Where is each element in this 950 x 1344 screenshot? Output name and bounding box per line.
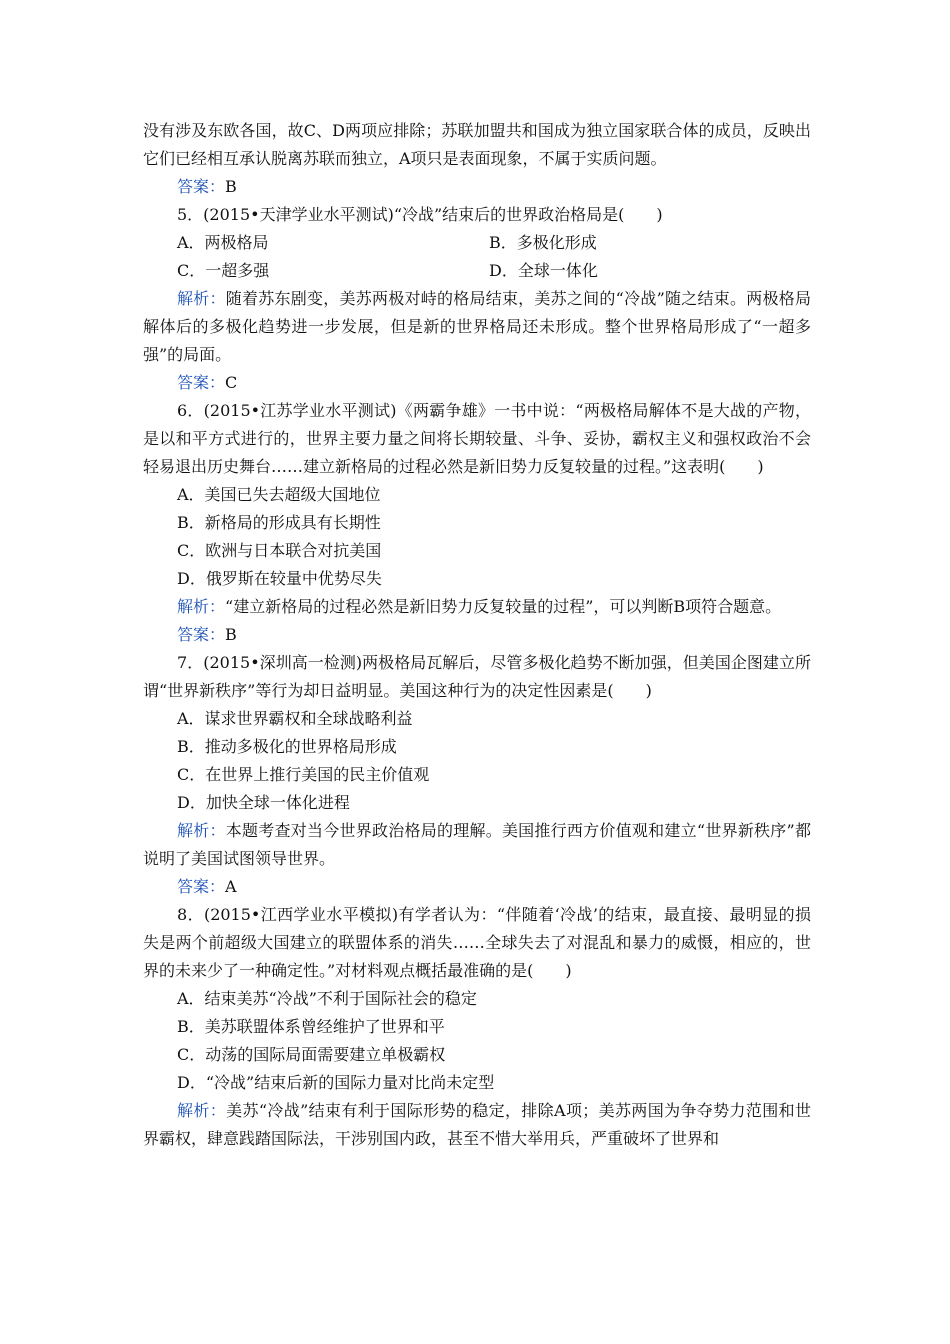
q4-answer-value: B xyxy=(225,177,237,196)
q8-option-a: A．结束美苏“冷战”不利于国际社会的稳定 xyxy=(177,989,477,1008)
q6-analysis xyxy=(143,593,811,621)
q5-analysis xyxy=(143,285,811,369)
q6-answer xyxy=(143,621,811,649)
q5-option-a: A．两极格局 xyxy=(177,233,269,252)
q7-answer xyxy=(143,873,811,901)
q6-option-b: B．新格局的形成具有长期性 xyxy=(177,513,381,532)
q8-option-c: C．动荡的国际局面需要建立单极霸权 xyxy=(177,1045,446,1064)
q7-answer-value: A xyxy=(225,877,237,896)
prev-analysis-continuation: 没有涉及东欧各国，故C、D两项应排除；苏联加盟共和国成为独立国家联合体的成员，反映出它们已经相互承认脱离苏联而独立，A项只是表面现象，不属于实质问题。 xyxy=(143,121,811,168)
q5-analysis-text: 随着苏东剧变，美苏两极对峙的格局结束，美苏之间的“冷战”随之结束。两极格局解体后的多极化趋势进一步发展，但是新的世界格局还未形成。整个世界格局形成了“一超多强”的局面。 xyxy=(143,289,811,364)
q8-option-d: D．“冷战”结束后新的国际力量对比尚未定型 xyxy=(177,1073,495,1092)
q5-option-d: D．全球一体化 xyxy=(489,261,598,280)
q6-answer-value: B xyxy=(225,625,237,644)
q7-analysis-text: 本题考查对当今世界政治格局的理解。美国推行西方价值观和建立“世界新秩序”都说明了美国试图领导世界。 xyxy=(143,821,811,868)
q8-analysis-text: 美苏“冷战”结束有利于国际形势的稳定，排除A项；美苏两国为争夺势力范围和世界霸权，肆意践踏国际法，干涉别国内政，甚至不惜大举用兵，严重破坏了世界和 xyxy=(143,1101,811,1148)
analysis-label: 解析： xyxy=(177,289,226,308)
q4-answer xyxy=(143,173,811,201)
q7-option-b: B．推动多极化的世界格局形成 xyxy=(177,737,397,756)
q5-options-row-1 xyxy=(143,229,811,257)
q7-option-c: C．在世界上推行美国的民主价值观 xyxy=(177,765,430,784)
q6-stem: 6．(2015•江苏学业水平测试)《两霸争雄》一书中说：“两极格局解体不是大战的产物，是以和平方式进行的，世界主要力量之间将长期较量、斗争、妥协，霸权主义和强权政治不会轻易退出历史舞台……建立新格局的过程必然是新旧势力反复较量的过程。”这表明( ) xyxy=(143,401,811,476)
q6-option-a: A．美国已失去超级大国地位 xyxy=(177,485,381,504)
q5-answer-value: C xyxy=(225,373,238,392)
answer-label: 答案： xyxy=(177,877,226,896)
analysis-label: 解析： xyxy=(177,597,226,616)
q8-stem: 8．(2015•江西学业水平模拟)有学者认为：“伴随着‘冷战’的结束，最直接、最明显的损失是两个前超级大国建立的联盟体系的消失……全球失去了对混乱和暴力的威慑，相应的，世界的未来少了一种确定性。”对材料观点概括最准确的是( ) xyxy=(143,905,811,980)
q7-stem: 7．(2015•深圳高一检测)两极格局瓦解后，尽管多极化趋势不断加强，但美国企图建立所谓“世界新秩序”等行为却日益明显。美国这种行为的决定性因素是( ) xyxy=(143,653,811,700)
q5-options-row-2 xyxy=(143,257,811,285)
q6-option-d: D．俄罗斯在较量中优势尽失 xyxy=(177,569,382,588)
q7-option-d: D．加快全球一体化进程 xyxy=(177,793,350,812)
analysis-label: 解析： xyxy=(177,1101,227,1120)
answer-label: 答案： xyxy=(177,625,226,644)
document-body xyxy=(143,117,811,1153)
q7-analysis xyxy=(143,817,811,873)
q7-option-a: A．谋求世界霸权和全球战略利益 xyxy=(177,709,413,728)
q5-stem: 5．(2015•天津学业水平测试)“冷战”结束后的世界政治格局是( ) xyxy=(177,205,663,224)
answer-label: 答案： xyxy=(177,373,226,392)
q5-option-c: C．一超多强 xyxy=(177,261,270,280)
q5-option-b: B．多极化形成 xyxy=(489,233,597,252)
q6-option-c: C．欧洲与日本联合对抗美国 xyxy=(177,541,382,560)
analysis-label: 解析： xyxy=(177,821,226,840)
answer-label: 答案： xyxy=(177,177,226,196)
q8-analysis xyxy=(143,1097,811,1153)
q5-answer xyxy=(143,369,811,397)
q6-analysis-text: “建立新格局的过程必然是新旧势力反复较量的过程”，可以判断B项符合题意。 xyxy=(225,597,782,616)
q8-option-b: B．美苏联盟体系曾经维护了世界和平 xyxy=(177,1017,445,1036)
